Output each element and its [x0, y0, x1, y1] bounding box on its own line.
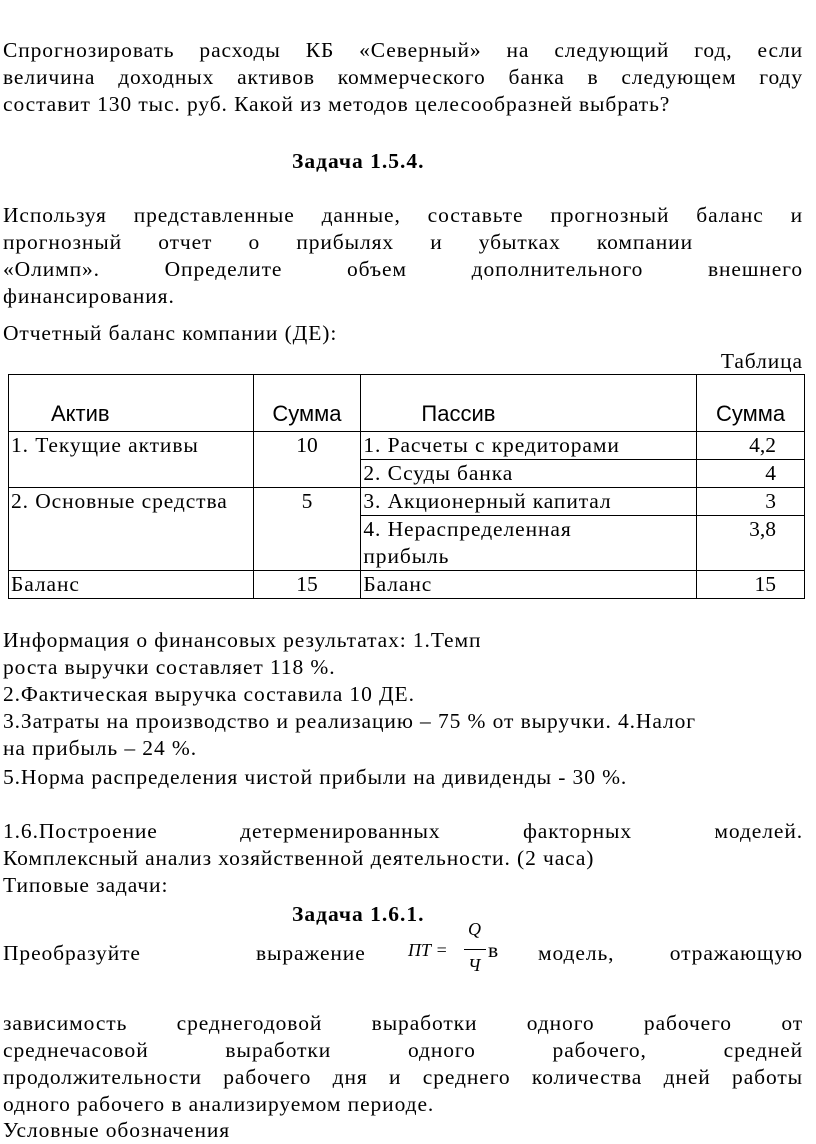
liability-4-value: 3,8 [697, 516, 805, 571]
reflecting-word: отражающую [669, 941, 803, 965]
table-label: Таблица [720, 349, 803, 373]
info-line-4: 3.Затраты на производство и реализацию – 75 % от выручки. 4.Налог [3, 709, 696, 733]
intro-line-1: Спрогнозировать расходы КБ «Северный» на следующий год, если [3, 38, 803, 62]
asset-2-label: 2. Основные средства [9, 488, 254, 571]
task-161-title: Задача 1.6.1. [292, 902, 425, 926]
header-asset: Актив [9, 375, 254, 432]
liability-1-value: 4,2 [697, 432, 805, 460]
info-line-1: Информация о финансовых результатах: 1.Темп [3, 628, 482, 652]
header-liability: Пассив [361, 375, 697, 432]
header-sum-1: Сумма [253, 375, 361, 432]
task-154-line-2: прогнозный отчет о прибылях и убытках компании [3, 230, 693, 254]
model-word: модель, [538, 941, 615, 965]
header-sum-2: Сумма [697, 375, 805, 432]
asset-2-value: 5 [253, 488, 361, 571]
legend-heading: Условные обозначения [3, 1118, 231, 1142]
fraction-bar [464, 949, 486, 950]
task-154-line-3: «Олимп». Определите объем дополнительного внешнего [3, 257, 803, 281]
liability-4-label: 4. Нераспределенная прибыль [361, 516, 697, 571]
formula [408, 919, 508, 975]
table-total-row [9, 571, 805, 599]
intro-line-3: составит 130 тыс. руб. Какой из методов целесообразней выбрать? [3, 92, 671, 116]
total-asset-value: 15 [253, 571, 361, 599]
task-154-line-4: финансирования. [3, 284, 175, 308]
info-line-6: 5.Норма распределения чистой прибыли на дивиденды - 30 %. [3, 765, 628, 789]
liability-3-value: 3 [697, 488, 805, 516]
intro-line-2: величина доходных активов коммерческого банка в следующем году [3, 65, 803, 89]
task-161-line-4: одного рабочего в анализируемом периоде. [3, 1092, 435, 1116]
expression-word: выражение [256, 941, 366, 965]
total-asset-label: Баланс [9, 571, 254, 599]
formula-denominator: Ч [468, 955, 481, 975]
section-16-line-1: 1.6.Построение детерменированных факторных моделей. [3, 819, 803, 843]
info-line-2: роста выручки составляет 118 %. [3, 655, 336, 679]
table-row [9, 432, 805, 460]
info-line-5: на прибыль – 24 %. [3, 736, 197, 760]
asset-1-value: 10 [253, 432, 361, 488]
liability-2-label: 2. Ссуды банка [361, 460, 697, 488]
liability-2-value: 4 [697, 460, 805, 488]
task-161-line-2: среднечасовой выработки одного рабочего, средней [3, 1038, 803, 1062]
liability-3-label: 3. Акционерный капитал [361, 488, 697, 516]
task-154-line-1: Используя представленные данные, составьте прогнозный баланс и [3, 203, 803, 227]
formula-lhs: ПТ = [408, 940, 448, 960]
balance-table [8, 374, 805, 599]
transform-word: Преобразуйте [3, 941, 141, 965]
formula-numerator: Q [468, 919, 481, 939]
info-line-3: 2.Фактическая выручка составила 10 ДЕ. [3, 682, 415, 706]
liability-1-label: 1. Расчеты с кредиторами [361, 432, 697, 460]
task-161-line-1: зависимость среднегодовой выработки одного рабочего от [3, 1011, 803, 1035]
table-row [9, 488, 805, 516]
task-154-title: Задача 1.5.4. [292, 149, 425, 173]
typical-tasks-heading: Типовые задачи: [3, 873, 169, 897]
section-16-line-2: Комплексный анализ хозяйственной деятельности. (2 часа) [3, 846, 595, 870]
asset-1-label: 1. Текущие активы [9, 432, 254, 488]
total-liability-value: 15 [697, 571, 805, 599]
total-liability-label: Баланс [361, 571, 697, 599]
table-header-row [9, 375, 805, 432]
formula-tail: в [488, 938, 499, 962]
balance-caption: Отчетный баланс компании (ДЕ): [3, 321, 338, 345]
task-161-line-3: продолжительности рабочего дня и среднего количества дней работы [3, 1065, 803, 1089]
